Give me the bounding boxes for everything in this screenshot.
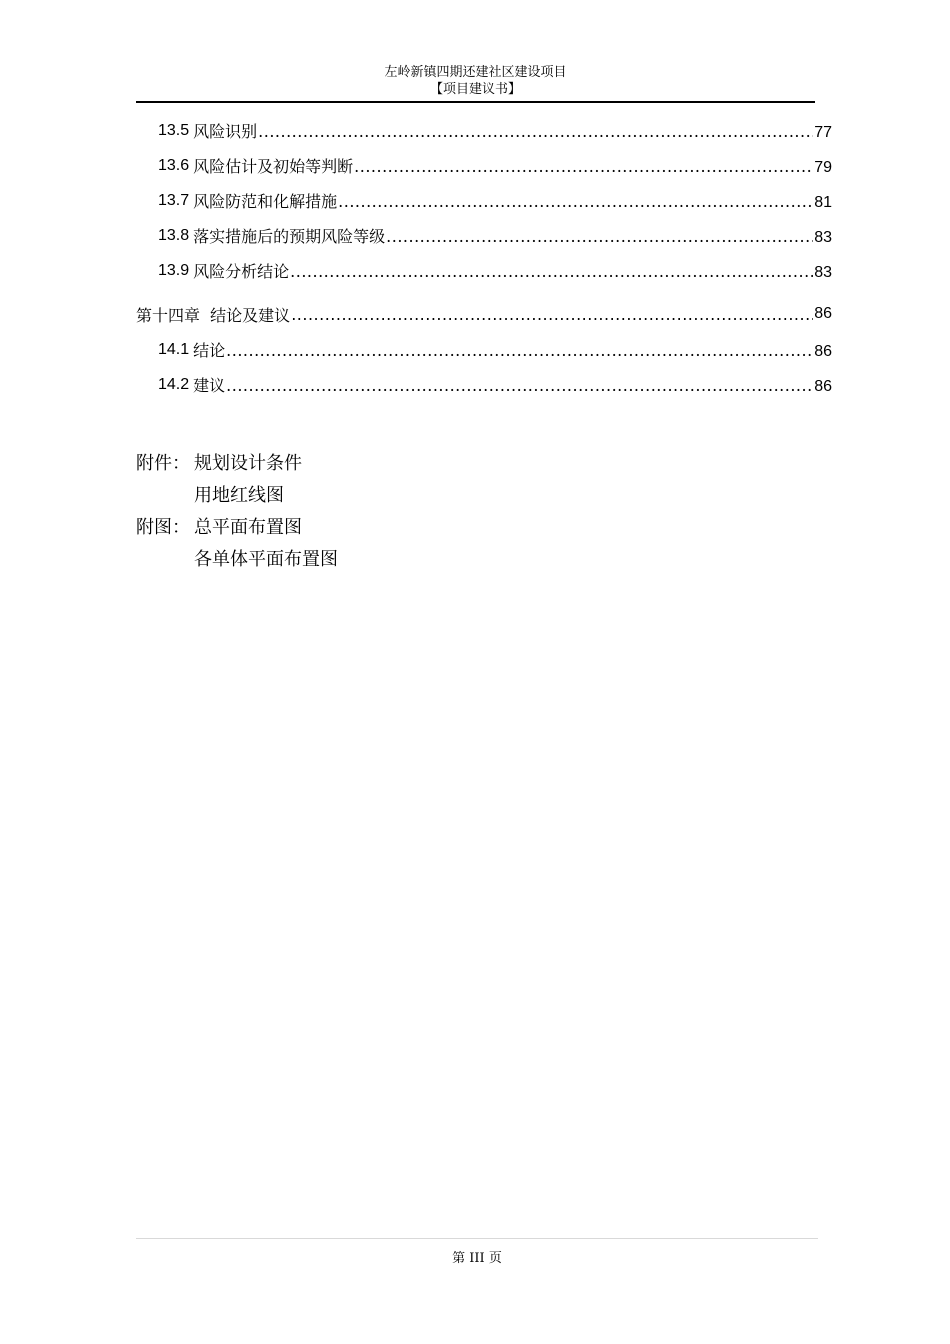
toc-entry-title: 风险估计及初始等判断	[193, 157, 354, 176]
annex-row	[136, 480, 338, 512]
toc-entry-title: 风险防范和化解措施	[193, 192, 338, 211]
toc-leader-dots	[290, 262, 813, 281]
document-title: 左岭新镇四期还建社区建设项目	[384, 65, 567, 80]
toc-entry-number: 13.9	[158, 262, 190, 279]
toc-entry-number: 13.7	[158, 192, 190, 209]
annex-item: 规划设计条件	[194, 453, 302, 474]
toc-entry-page: 83	[814, 264, 832, 281]
annex-label: 附件：	[136, 453, 190, 474]
figure-row	[136, 544, 338, 576]
toc-entry-page: 86	[814, 305, 832, 322]
toc-leader-dots	[338, 192, 813, 211]
header-divider	[136, 101, 815, 103]
toc-entry-page: 77	[814, 124, 832, 141]
table-of-contents	[136, 117, 832, 406]
toc-entry-13-6[interactable]	[136, 152, 832, 187]
toc-entry-number: 13.8	[158, 227, 190, 244]
toc-entry-page: 81	[814, 194, 832, 211]
toc-entry-14-1[interactable]	[136, 336, 832, 371]
toc-entry-title: 落实措施后的预期风险等级	[193, 227, 386, 246]
toc-chapter-title: 第十四章 结论及建议	[136, 305, 291, 325]
toc-entry-title: 结论	[193, 341, 226, 360]
toc-entry-14-2[interactable]	[136, 371, 832, 406]
toc-entry-title: 风险识别	[193, 122, 258, 141]
toc-leader-dots	[386, 227, 813, 246]
toc-entry-number: 13.5	[158, 122, 190, 139]
toc-chapter-14[interactable]	[136, 292, 832, 336]
toc-entry-title: 建议	[193, 376, 226, 395]
figure-item: 总平面布置图	[194, 517, 302, 538]
page-number: 第 III 页	[452, 1251, 502, 1266]
toc-entry-13-5[interactable]	[136, 117, 832, 152]
toc-entry-title: 风险分析结论	[193, 262, 290, 281]
annex-item: 用地红线图	[194, 485, 284, 506]
toc-entry-number: 14.2	[158, 376, 190, 393]
toc-entry-page: 79	[814, 159, 832, 176]
toc-leader-dots	[226, 341, 813, 360]
toc-entry-13-9[interactable]	[136, 257, 832, 292]
toc-entry-number: 13.6	[158, 157, 190, 174]
toc-entry-13-8[interactable]	[136, 222, 832, 257]
toc-leader-dots	[354, 157, 813, 176]
toc-entry-page: 86	[814, 343, 832, 360]
toc-leader-dots	[226, 376, 813, 395]
attachments-list	[136, 448, 338, 576]
toc-entry-page: 86	[814, 378, 832, 395]
document-type: 【项目建议书】	[429, 82, 521, 97]
footer-divider	[136, 1238, 818, 1239]
figure-row	[136, 512, 338, 544]
toc-entry-page: 83	[814, 229, 832, 246]
toc-entry-number: 14.1	[158, 341, 190, 358]
toc-leader-dots	[291, 305, 813, 324]
annex-row	[136, 448, 338, 480]
page-header	[136, 64, 815, 98]
figure-label: 附图：	[136, 517, 190, 538]
toc-leader-dots	[258, 122, 813, 141]
toc-entry-13-7[interactable]	[136, 187, 832, 222]
figure-item: 各单体平面布置图	[194, 549, 338, 570]
